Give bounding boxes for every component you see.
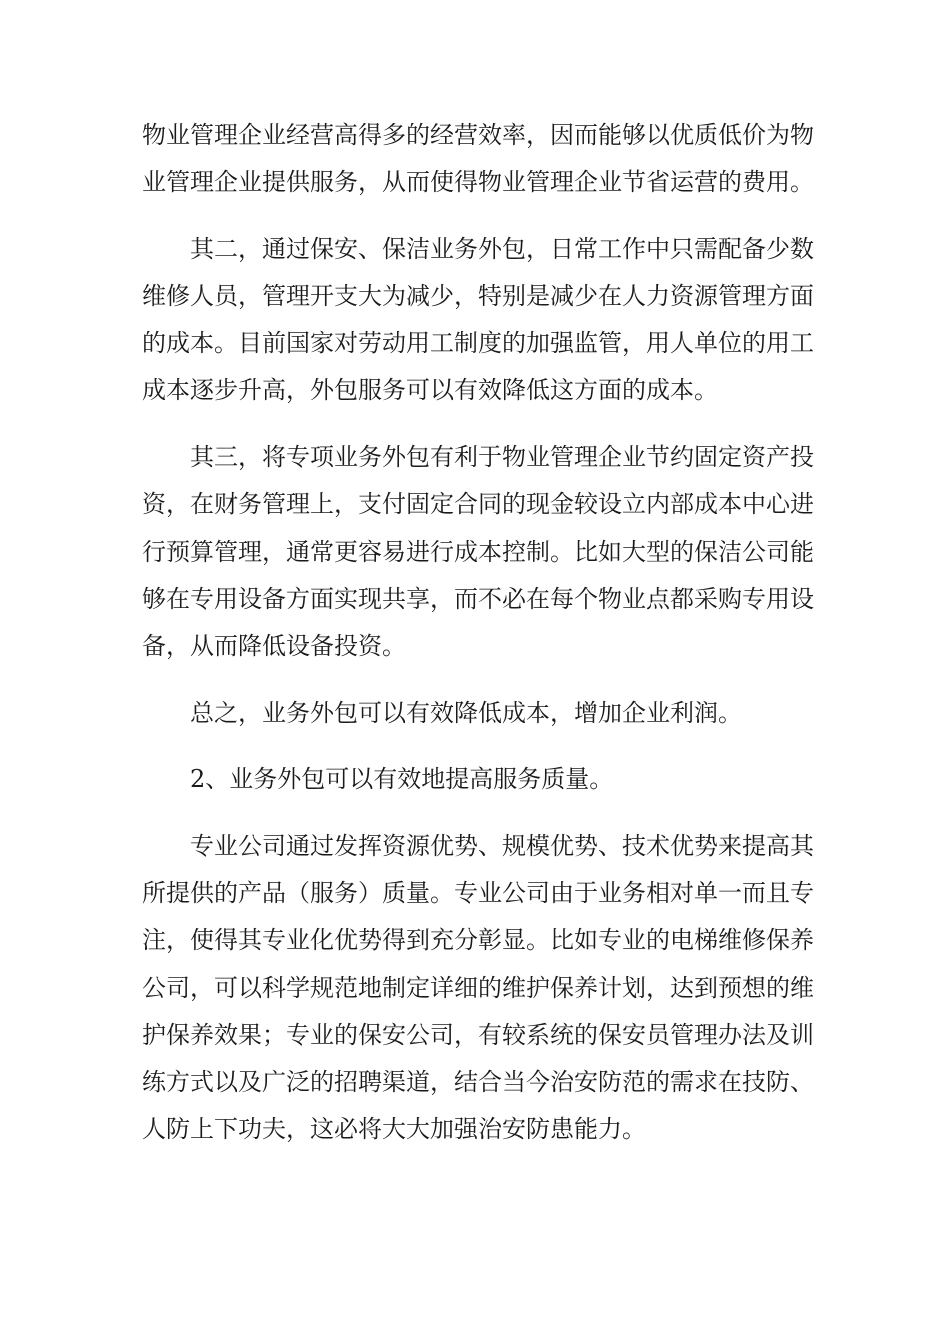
text-line: 其二，通过保安、保洁业务外包，日常工作中只需配备少数 [190, 234, 814, 263]
text-line: 成本逐步升高，外包服务可以有效降低这方面的成本。 [142, 376, 718, 405]
text-line: 总之，业务外包可以有效降低成本，增加企业利润。 [190, 698, 742, 727]
text-line: 人防上下功夫，这必将大大加强治安防患能力。 [142, 1115, 646, 1144]
paragraph [142, 434, 814, 670]
text-line: 物业管理企业经营高得多的经营效率，因而能够以优质低价为物 [142, 121, 814, 149]
text-line: 其三，将专项业务外包有利于物业管理企业节约固定资产投 [190, 443, 814, 472]
document-body [142, 112, 814, 1153]
text-line: 备，从而降低设备投资。 [142, 631, 406, 660]
paragraph [142, 112, 814, 206]
text-line: 所提供的产品（服务）质量。专业公司由于业务相对单一而且专 [142, 879, 814, 908]
text-line: 业管理企业提供服务，从而使得物业管理企业节省运营的费用。 [142, 168, 814, 197]
text-line: 练方式以及广泛的招聘渠道，结合当今治安防范的需求在技防、 [142, 1067, 814, 1096]
text-line: 的成本。目前国家对劳动用工制度的加强监管，用人单位的用工 [142, 329, 814, 358]
text-line: 专业公司通过发挥资源优势、规模优势、技术优势来提高其 [190, 831, 814, 860]
text-line: 行预算管理，通常更容易进行成本控制。比如大型的保洁公司能 [142, 537, 814, 566]
text-line: 2、业务外包可以有效地提高服务质量。 [190, 765, 614, 794]
text-line: 护保养效果；专业的保安公司，有较系统的保安员管理办法及训 [142, 1020, 814, 1049]
section-heading [142, 756, 810, 803]
paragraph [142, 690, 810, 737]
paragraph [142, 823, 814, 1153]
text-line: 注，使得其专业化优势得到充分彰显。比如专业的电梯维修保养 [142, 926, 814, 955]
paragraph [142, 226, 814, 415]
text-line: 资，在财务管理上，支付固定合同的现金较设立内部成本中心进 [142, 490, 814, 519]
text-line: 公司，可以科学规范地制定详细的维护保养计划，达到预想的维 [142, 973, 814, 1002]
text-line: 维修人员，管理开支大为减少，特别是减少在人力资源管理方面 [142, 282, 814, 311]
text-line: 够在专用设备方面实现共享，而不必在每个物业点都采购专用设 [142, 584, 814, 613]
